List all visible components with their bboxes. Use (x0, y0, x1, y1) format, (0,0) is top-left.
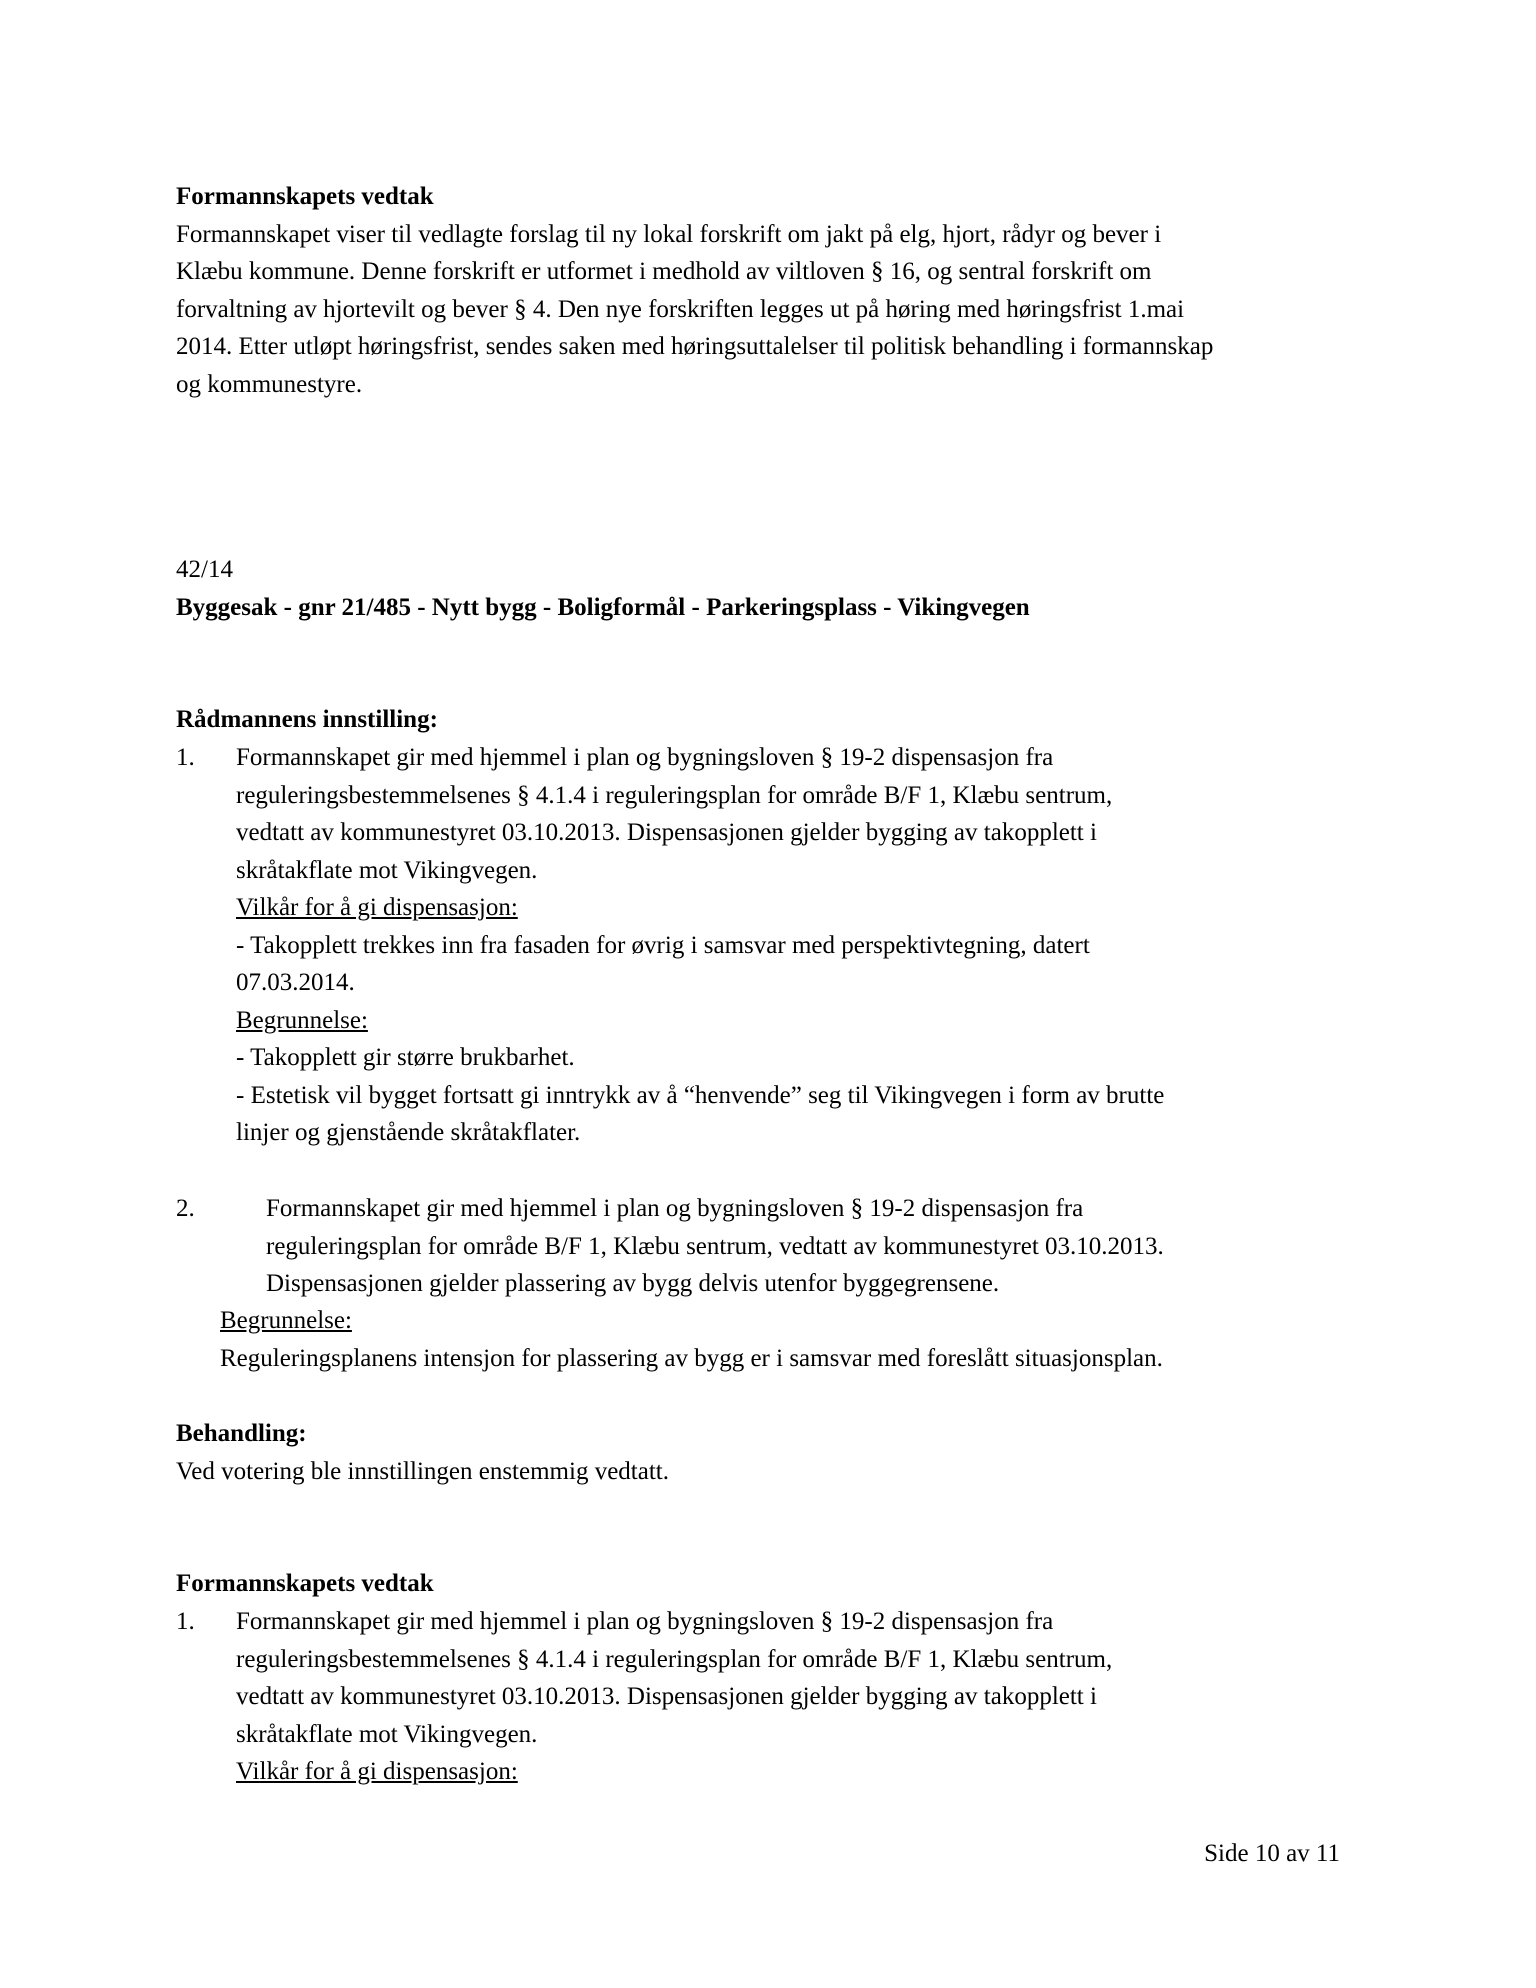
vilkar-heading: Vilkår for å gi dispensasjon: (236, 894, 518, 921)
behandling-text: Ved votering ble innstillingen enstemmig vedtatt. (176, 1457, 669, 1485)
list-number: 1. (176, 1608, 195, 1635)
vilkar-heading: Vilkår for å gi dispensasjon: (236, 1758, 518, 1785)
item-line: reguleringsbestemmelsenes § 4.1.4 i reguleringsplan for område B/F 1, Klæbu sentrum, (236, 1645, 1113, 1673)
vilkar-line: - Takopplett trekkes inn fra fasaden for øvrig i samsvar med perspektivtegning, datert (236, 931, 1090, 959)
case-title: Byggesak - gnr 21/485 - Nytt bygg - Boligformål - Parkeringsplass - Vikingvegen (176, 593, 1030, 621)
item-line: reguleringsbestemmelsenes § 4.1.4 i reguleringsplan for område B/F 1, Klæbu sentrum, (236, 781, 1113, 809)
begrunnelse-heading: Begrunnelse: (220, 1307, 352, 1334)
case-header (176, 551, 1356, 626)
innstilling-heading-block (176, 701, 1356, 739)
vedtak-section-1 (176, 178, 1356, 403)
begrunnelse-line: Reguleringsplanens intensjon for plassering av bygg er i samsvar med foreslått situasjonsplan. (220, 1344, 1163, 1372)
item-line: reguleringsplan for område B/F 1, Klæbu sentrum, vedtatt av kommunestyret 03.10.2013. (266, 1232, 1164, 1260)
item-line: vedtatt av kommunestyret 03.10.2013. Dispensasjonen gjelder bygging av takopplett i (236, 819, 1097, 846)
list-number: 1. (176, 744, 195, 771)
behandling-section (176, 1415, 1356, 1490)
innstilling-item-1 (236, 739, 1336, 1152)
vilkar-line: 07.03.2014. (236, 969, 355, 996)
item-line: Formannskapet gir med hjemmel i plan og bygningsloven § 19-2 dispensasjon fra (236, 1608, 1054, 1635)
begrunnelse-line: - Estetisk vil bygget fortsatt gi inntrykk av å “henvende” seg til Vikingvegen i form av brutte (236, 1081, 1165, 1109)
item-line: skråtakflate mot Vikingvegen. (236, 1720, 538, 1748)
section-heading: Formannskapets vedtak (176, 183, 434, 210)
section-heading: Formannskapets vedtak (176, 1570, 434, 1597)
page-number-label: Side 10 av 11 (1204, 1840, 1340, 1867)
item-line: Formannskapet gir med hjemmel i plan og bygningsloven § 19-2 dispensasjon fra (266, 1195, 1084, 1222)
paragraph-line: 2014. Etter utløpt høringsfrist, sendes saken med høringsuttalelser til politisk behandling i formannskap (176, 333, 1214, 360)
paragraph-line: Klæbu kommune. Denne forskrift er utformet i medhold av viltloven § 16, og sentral forskrift om (176, 258, 1152, 285)
paragraph-line: Formannskapet viser til vedlagte forslag til ny lokal forskrift om jakt på elg, hjort, rådyr og bever i (176, 220, 1162, 248)
innstilling-heading: Rådmannens innstilling: (176, 706, 438, 733)
innstilling-item-2 (266, 1190, 1346, 1303)
innstilling-item-2-begrunnelse (220, 1302, 1340, 1377)
behandling-heading: Behandling: (176, 1420, 307, 1447)
page-footer (1204, 1835, 1340, 1873)
paragraph-line: forvaltning av hjortevilt og bever § 4. Den nye forskriften legges ut på høring med høringsfrist 1.mai (176, 295, 1185, 323)
list-number: 2. (176, 1195, 195, 1222)
vedtak-item-1 (236, 1603, 1336, 1791)
item-line: Dispensasjonen gjelder plassering av bygg delvis utenfor byggegrensene. (266, 1270, 1000, 1297)
item-line: skråtakflate mot Vikingvegen. (236, 856, 538, 884)
item-line: vedtatt av kommunestyret 03.10.2013. Dispensasjonen gjelder bygging av takopplett i (236, 1683, 1097, 1710)
paragraph-line: og kommunestyre. (176, 370, 363, 398)
begrunnelse-line: - Takopplett gir større brukbarhet. (236, 1044, 575, 1071)
case-number: 42/14 (176, 556, 233, 583)
begrunnelse-heading: Begrunnelse: (236, 1006, 368, 1034)
vedtak-section-2 (176, 1565, 1356, 1603)
begrunnelse-line: linjer og gjenstående skråtakflater. (236, 1119, 581, 1146)
item-line: Formannskapet gir med hjemmel i plan og bygningsloven § 19-2 dispensasjon fra (236, 744, 1054, 771)
